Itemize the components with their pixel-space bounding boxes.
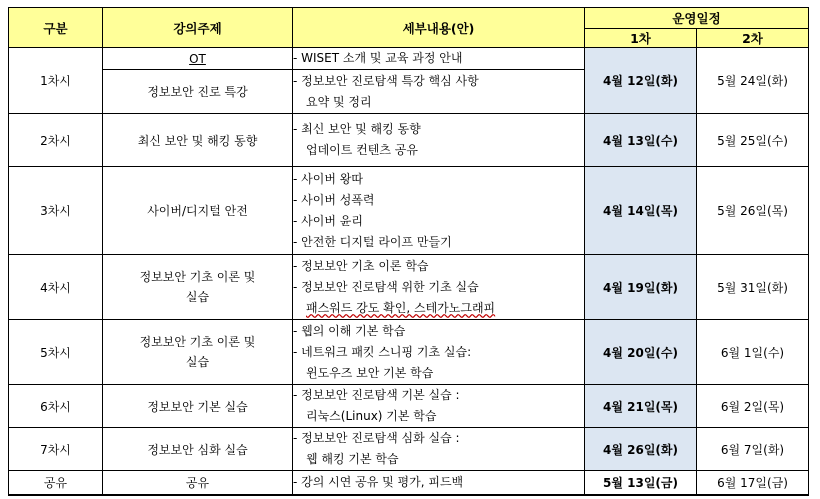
schedule-table	[8, 7, 809, 496]
detail-line: - 최신 보안 및 해킹 동향	[293, 122, 421, 136]
session-cell: 공유	[9, 471, 103, 495]
details-cell	[293, 70, 585, 114]
date-round1: 4월 20일(수)	[585, 320, 697, 385]
table-row	[9, 471, 809, 495]
date-round2: 6월 7일(화)	[697, 428, 809, 471]
topic-line: 실습	[185, 290, 210, 304]
detail-line: - 정보보안 진로탐색 특강 핵심 사항	[293, 73, 479, 88]
header-round2: 2차	[697, 29, 809, 48]
details-cell	[293, 48, 585, 70]
topic-cell: 정보보안 기본 실습	[103, 385, 293, 428]
topic-cell	[103, 255, 293, 320]
date-round2: 6월 2일(목)	[697, 385, 809, 428]
topic-line: 실습	[185, 355, 210, 369]
detail-line: 웹 해킹 기본 학습	[306, 452, 399, 466]
date-round2: 5월 26일(목)	[697, 167, 809, 255]
detail-line: - 정보보안 진로탐색 위한 기초 실습	[293, 279, 479, 294]
detail-line: 윈도우즈 보안 기본 학습	[306, 365, 434, 380]
details-cell	[293, 320, 585, 385]
topic-cell: 공유	[103, 471, 293, 495]
detail-line: - 정보보안 진로탐색 심화 실습 :	[293, 431, 460, 445]
topic-cell: 사이버/디지털 안전	[103, 167, 293, 255]
session-cell: 1차시	[9, 48, 103, 114]
header-round1: 1차	[585, 29, 697, 48]
details-cell	[293, 385, 585, 428]
session-cell: 4차시	[9, 255, 103, 320]
header-schedule: 운영일정	[585, 8, 809, 29]
detail-line: - 정보보안 기초 이론 학습	[293, 258, 429, 273]
date-round1: 4월 12일(화)	[585, 48, 697, 114]
date-round1: 4월 19일(화)	[585, 255, 697, 320]
schedule-document	[8, 7, 809, 496]
topic-cell: OT	[103, 48, 293, 70]
detail-line: - 정보보안 진로탐색 기본 실습 :	[293, 388, 460, 402]
date-round2: 6월 1일(수)	[697, 320, 809, 385]
session-cell: 5차시	[9, 320, 103, 385]
header-category: 구분	[9, 8, 103, 48]
table-row	[9, 428, 809, 471]
table-row	[9, 385, 809, 428]
detail-line: - 안전한 디지털 라이프 만들기	[293, 234, 452, 249]
detail-line: - 사이버 윤리	[293, 213, 363, 228]
detail-line: 리눅스(Linux) 기본 학습	[306, 409, 437, 423]
header-topic: 강의주제	[103, 8, 293, 48]
header-details: 세부내용(안)	[293, 8, 585, 48]
table-row	[9, 114, 809, 167]
topic-line: 정보보안 기초 이론 및	[139, 270, 256, 284]
date-round2: 5월 24일(화)	[697, 48, 809, 114]
topic-line: 정보보안 기초 이론 및	[139, 335, 256, 349]
date-round2: 5월 31일(화)	[697, 255, 809, 320]
detail-line: - 웹의 이해 기본 학습	[293, 323, 406, 338]
date-round1: 4월 14일(목)	[585, 167, 697, 255]
session-cell: 6차시	[9, 385, 103, 428]
detail-line: 패스워드 강도 확인, 스테가노그래피	[306, 300, 496, 315]
topic-cell: 정보보안 진로 특강	[103, 70, 293, 114]
session-cell: 7차시	[9, 428, 103, 471]
topic-cell: 정보보안 심화 실습	[103, 428, 293, 471]
topic-cell	[103, 320, 293, 385]
table-row	[9, 255, 809, 320]
date-round1: 4월 13일(수)	[585, 114, 697, 167]
detail-line: - 네트워크 패킷 스니핑 기초 실습:	[293, 344, 472, 359]
date-round1: 4월 21일(목)	[585, 385, 697, 428]
details-cell	[293, 114, 585, 167]
topic-cell: 최신 보안 및 해킹 동향	[103, 114, 293, 167]
table-row	[9, 167, 809, 255]
date-round1: 4월 26일(화)	[585, 428, 697, 471]
table-row	[9, 48, 809, 70]
detail-line: 업데이트 컨텐츠 공유	[306, 143, 418, 157]
detail-line: - WISET 소개 및 교육 과정 안내	[293, 51, 463, 65]
date-round1: 5월 13일(금)	[585, 471, 697, 495]
details-cell	[293, 428, 585, 471]
detail-line: - 사이버 성폭력	[293, 192, 375, 207]
details-cell	[293, 471, 585, 495]
session-cell: 2차시	[9, 114, 103, 167]
details-cell	[293, 255, 585, 320]
table-row	[9, 320, 809, 385]
date-round2: 5월 25일(수)	[697, 114, 809, 167]
detail-line: - 사이버 왕따	[293, 171, 363, 186]
date-round2: 6월 17일(금)	[697, 471, 809, 495]
header-row	[9, 8, 809, 29]
details-cell	[293, 167, 585, 255]
session-cell: 3차시	[9, 167, 103, 255]
detail-line: 요약 및 정리	[306, 94, 372, 109]
detail-line: - 강의 시연 공유 및 평가, 피드백	[293, 474, 464, 489]
